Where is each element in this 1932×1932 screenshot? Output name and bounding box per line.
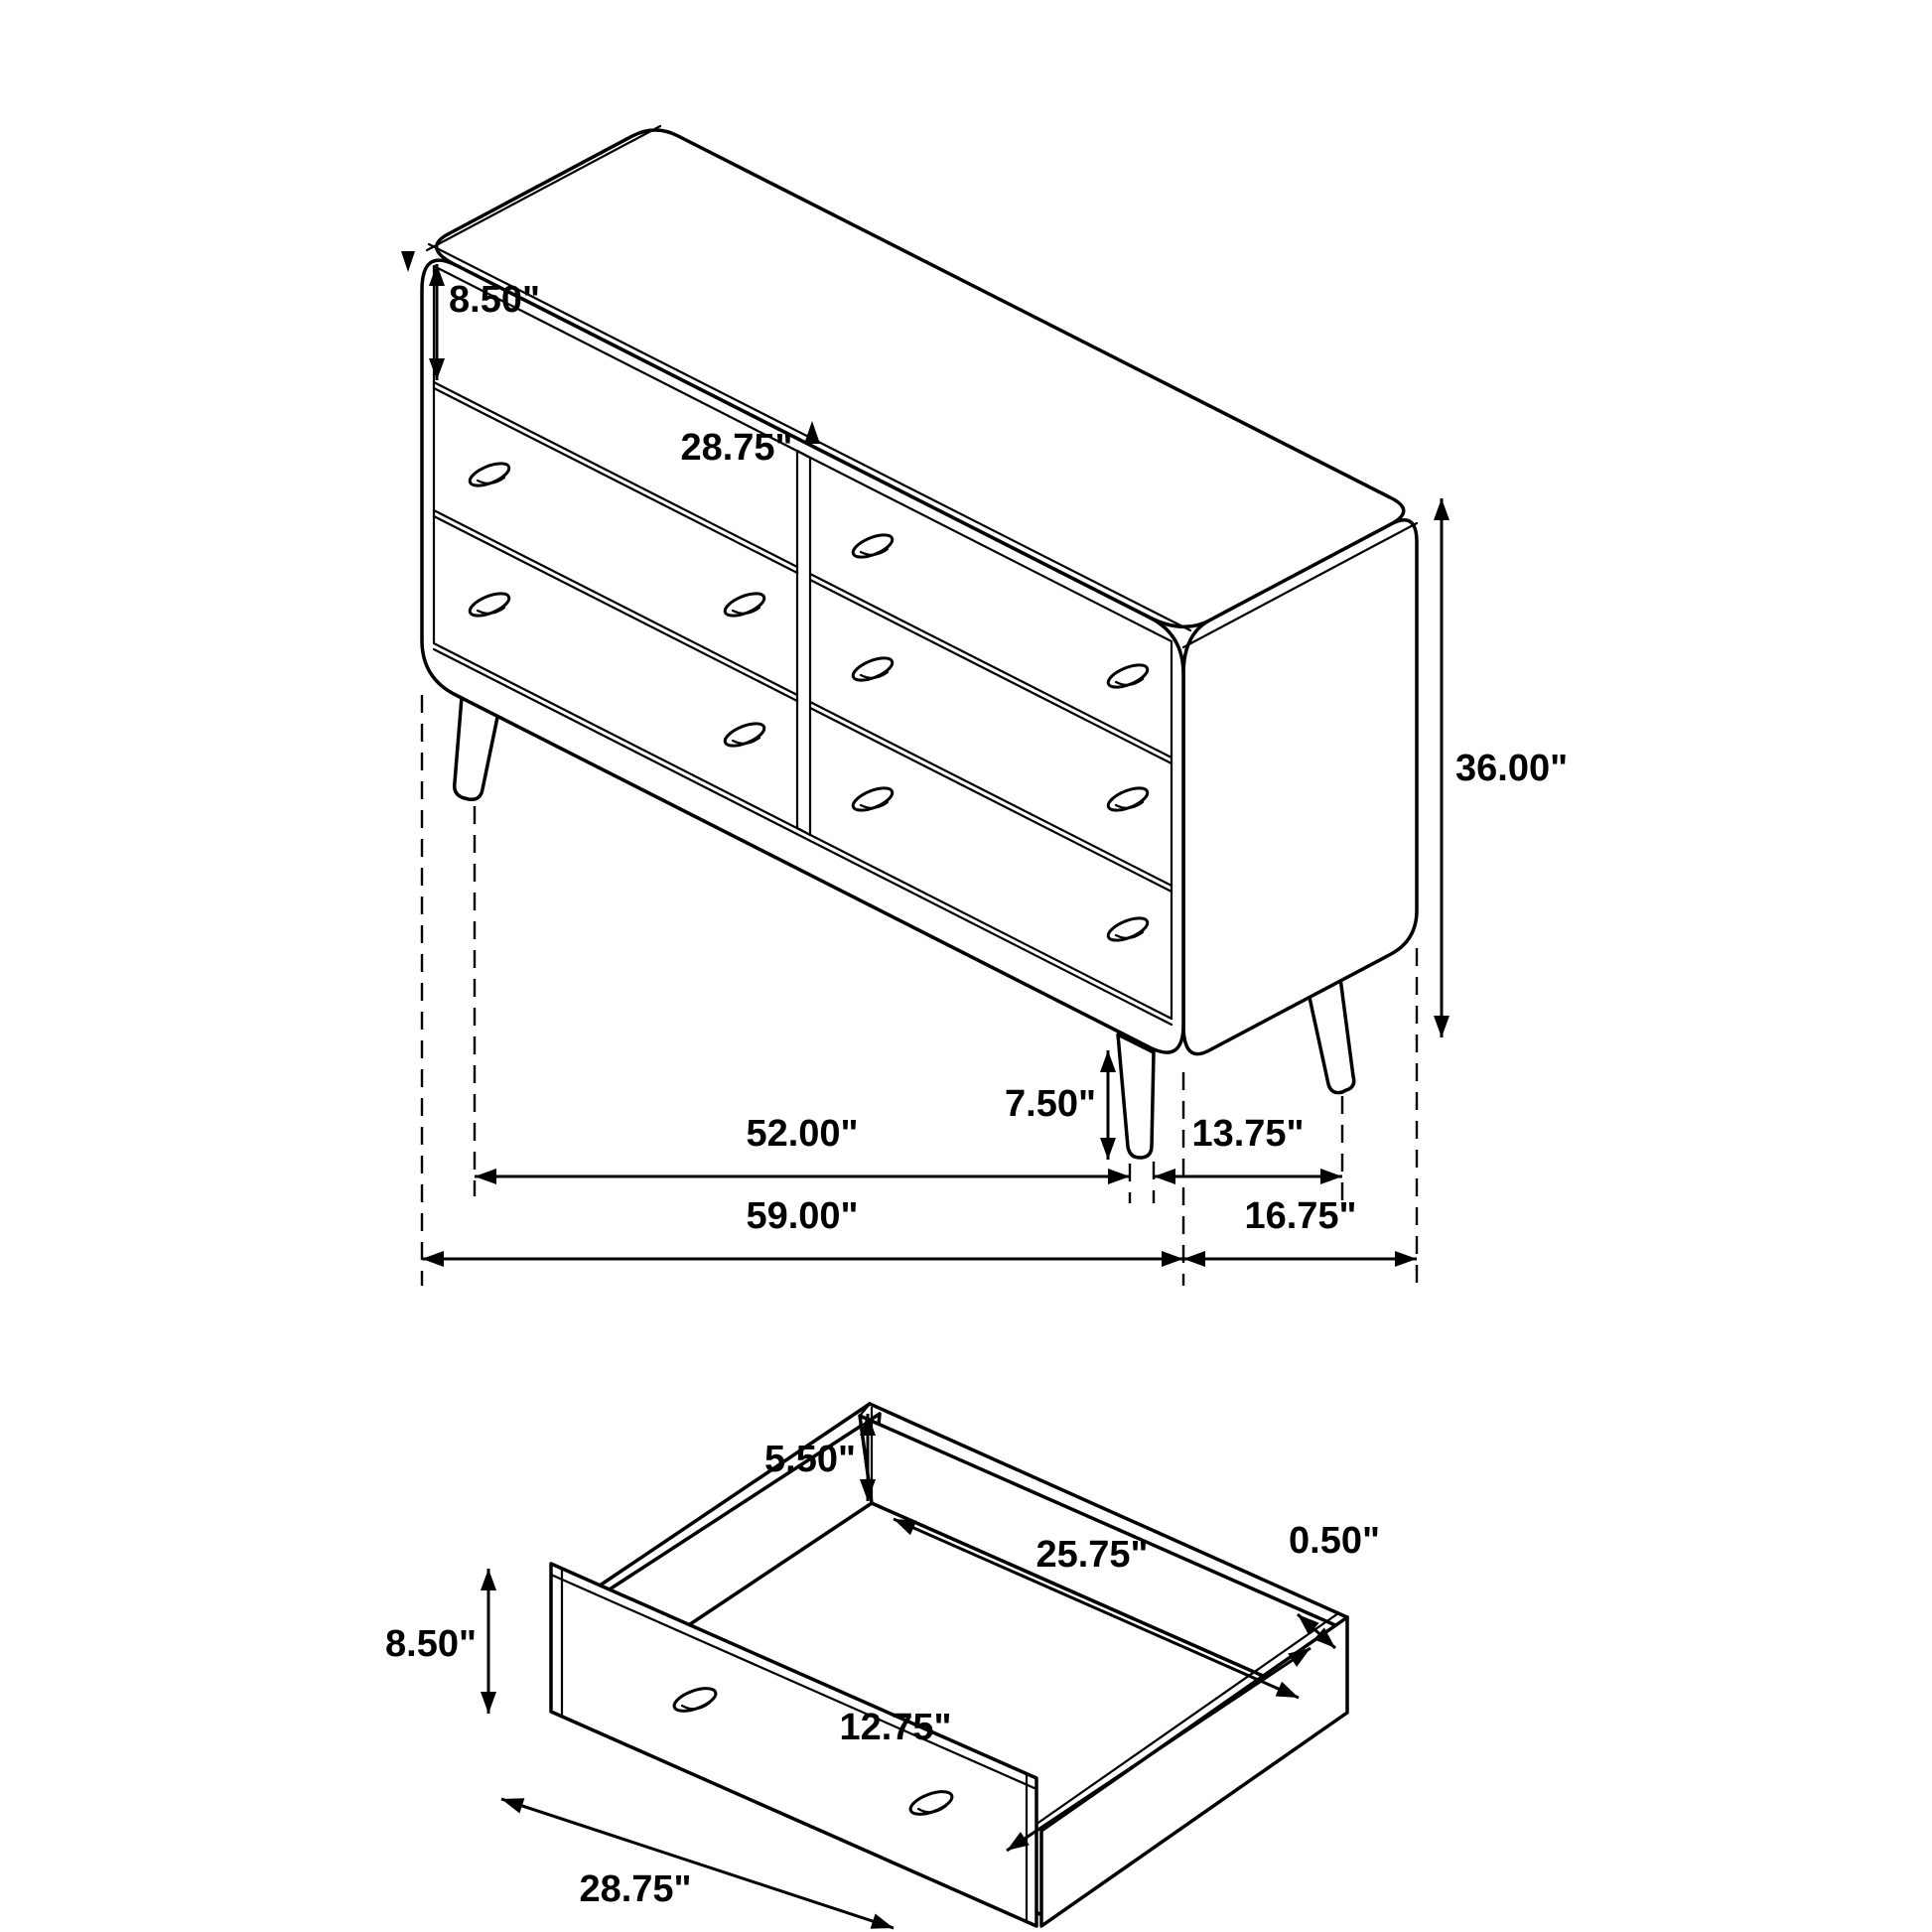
dimension-arrowhead (481, 1569, 496, 1590)
dim-label-front-width: 28.75" (579, 1868, 692, 1910)
dimension-arrowhead (1154, 1169, 1175, 1184)
dim-label-total-depth: 16.75" (1244, 1195, 1357, 1237)
dim-label-total-width: 59.00" (746, 1195, 859, 1237)
dimension-arrowhead (1162, 1251, 1183, 1267)
dimension-arrowhead (1100, 1050, 1116, 1072)
dim-label-front-height: 8.50" (385, 1623, 477, 1665)
dimension-arrowhead (1395, 1251, 1417, 1267)
dim-label-drawer-height: 8.50" (449, 279, 540, 321)
dim-label-inner-width: 25.75" (1035, 1534, 1149, 1576)
dimension-arrowhead (1183, 1251, 1205, 1267)
dresser-front-right-leg (1118, 1035, 1154, 1158)
dim-label-panel-thickness: 0.50" (1289, 1520, 1380, 1562)
corner-reference-arrow (401, 251, 415, 272)
dimension-arrowhead (1434, 498, 1449, 520)
dim-label-side-leg-span: 13.75" (1191, 1113, 1305, 1155)
dimension-arrowhead (1320, 1169, 1342, 1184)
dimension-arrowhead (1108, 1169, 1130, 1184)
dimension-arrowhead (1434, 1016, 1449, 1037)
dim-label-leg-height: 7.50" (1005, 1083, 1096, 1125)
dim-label-total-height: 36.00" (1455, 748, 1569, 789)
drawer-isometric-view (385, 1404, 1380, 1929)
dimension-arrowhead (501, 1798, 524, 1813)
dim-label-front-leg-span: 52.00" (746, 1113, 859, 1155)
dim-label-wall-height: 5.50" (764, 1439, 856, 1480)
dim-label-inner-depth: 12.75" (839, 1707, 952, 1748)
dimension-arrowhead (475, 1169, 496, 1184)
dim-label-drawer-width: 28.75" (680, 427, 793, 469)
dimension-arrowhead (871, 1914, 894, 1929)
dimension-arrowhead (1100, 1138, 1116, 1160)
dimension-arrowhead (422, 1251, 444, 1267)
dimension-arrowhead (481, 1692, 496, 1714)
dresser-isometric-view (401, 126, 1568, 1286)
